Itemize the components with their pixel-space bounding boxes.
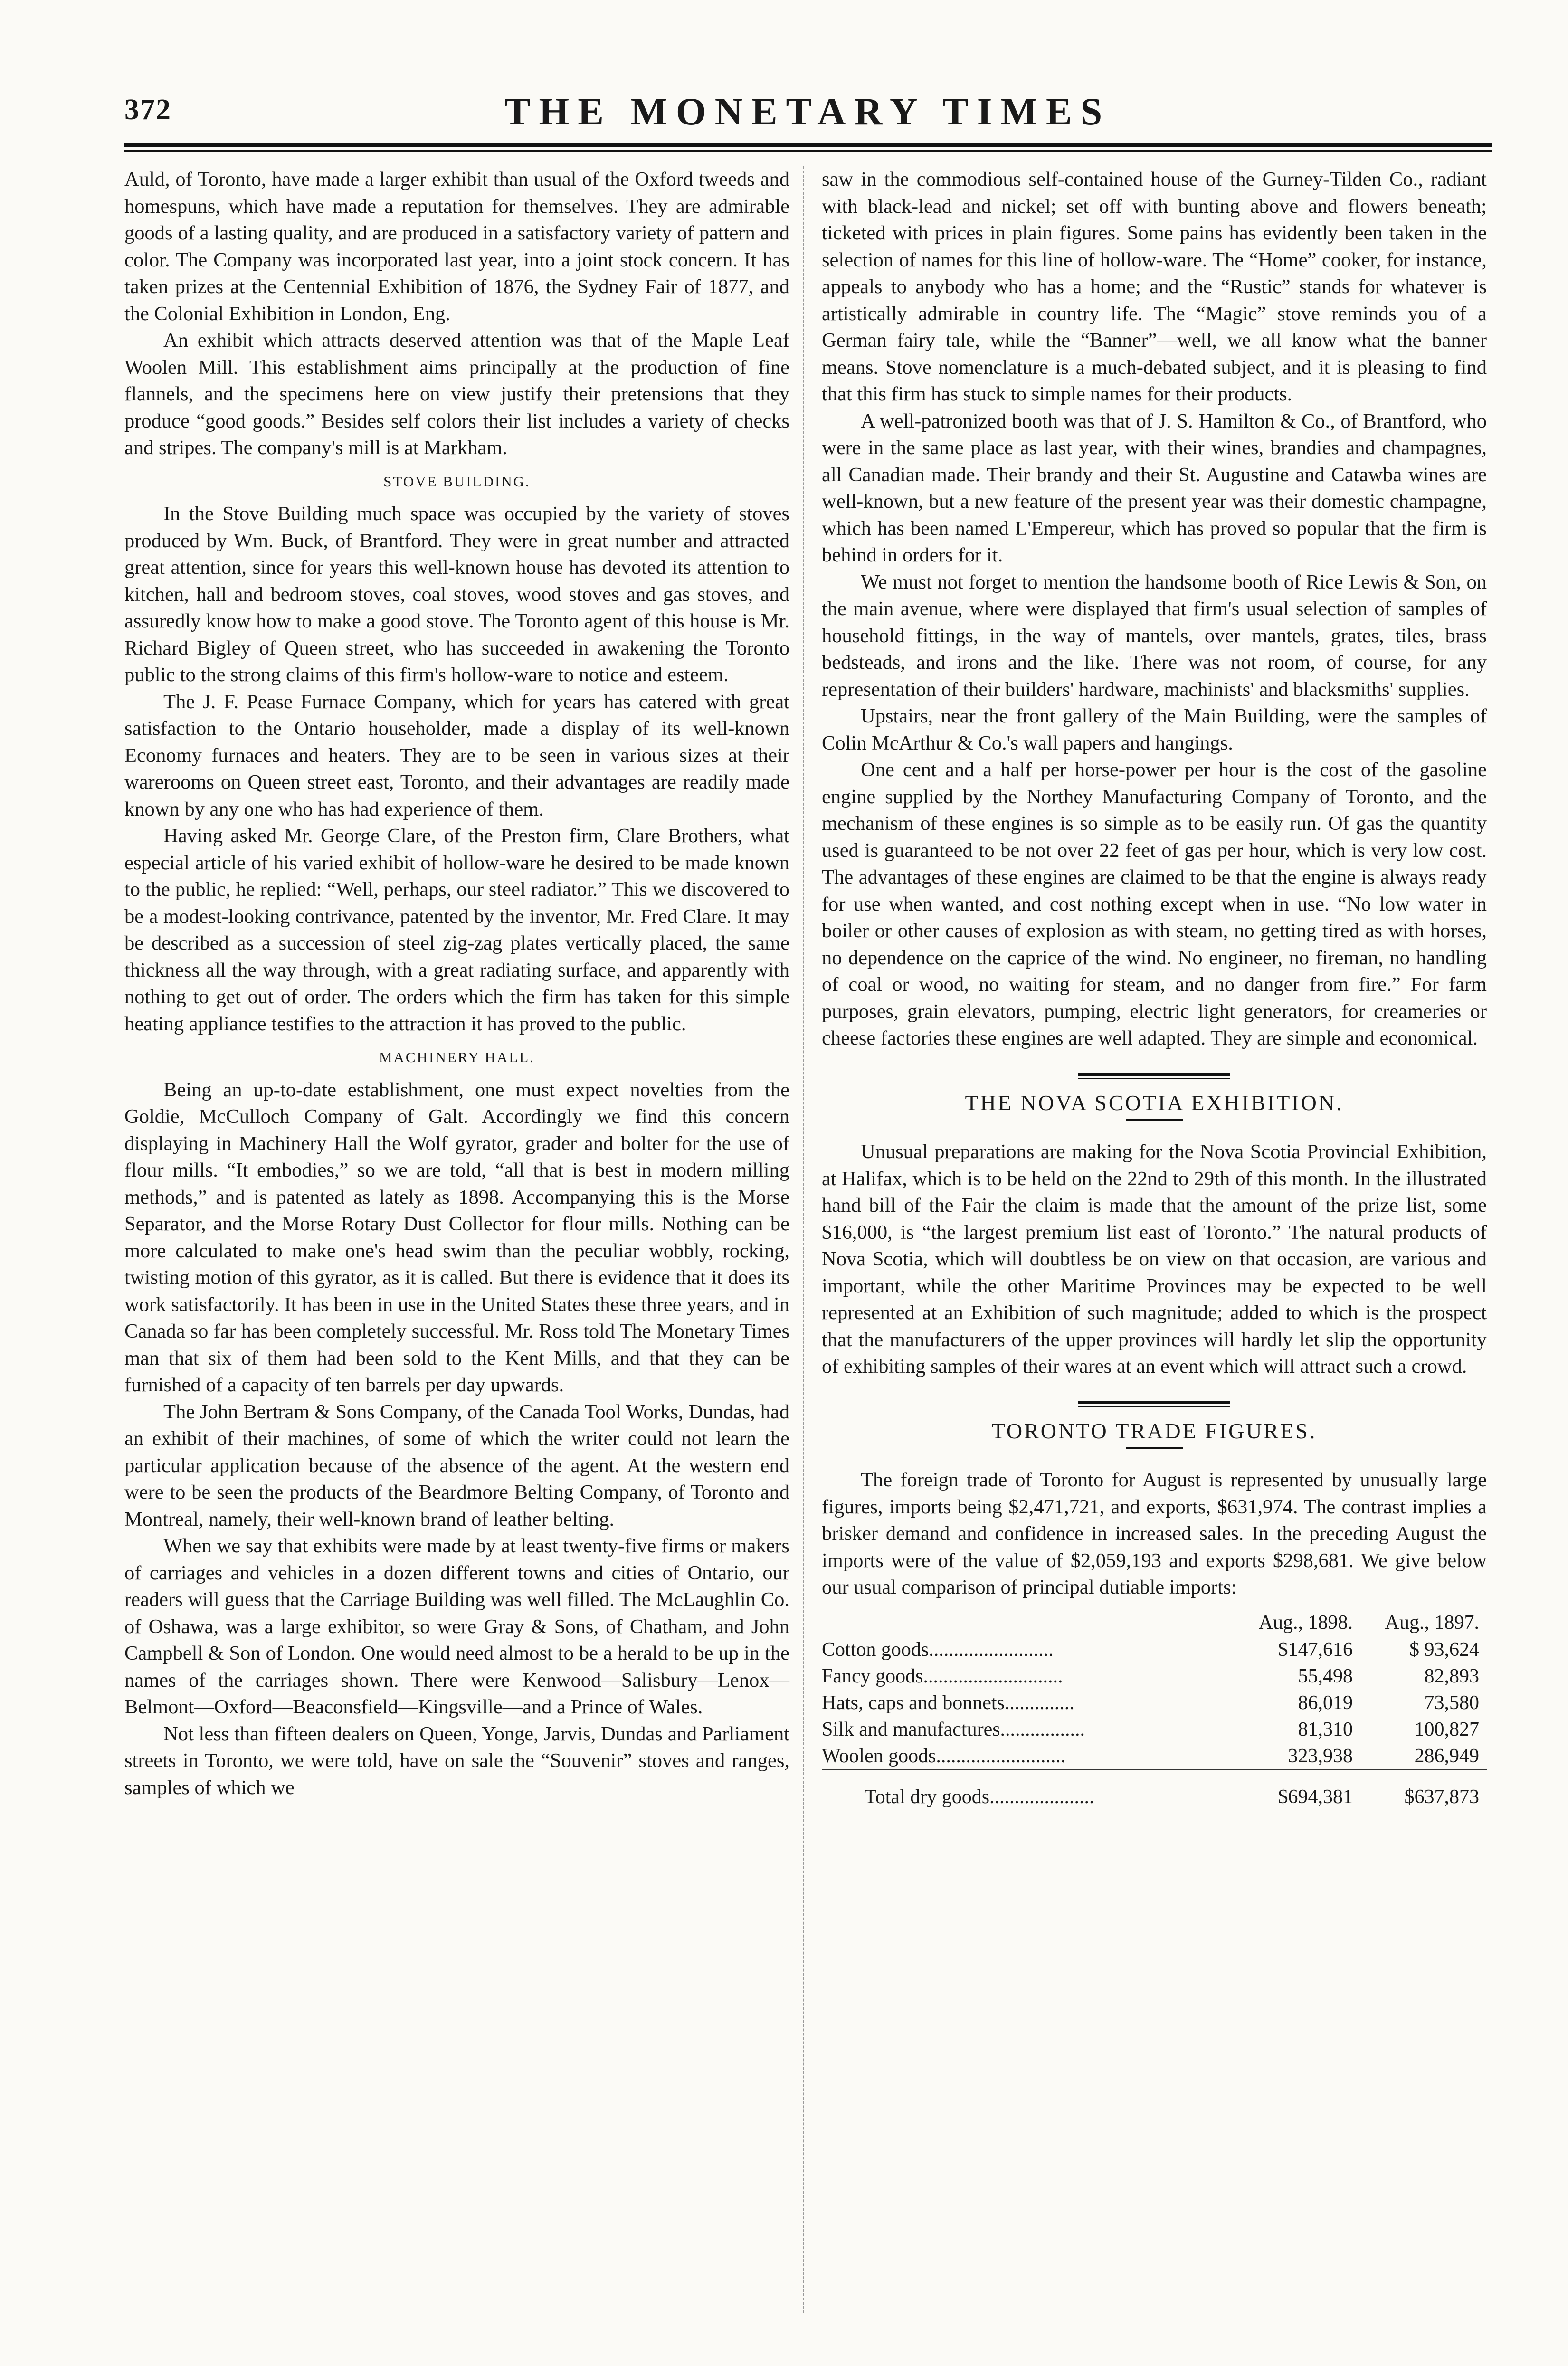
table-row <box>822 1716 1487 1743</box>
paragraph: Having asked Mr. George Clare, of the Preston firm, Clare Brothers, what especial article of his varied exhibit of hollow-ware he desired to be made known to the public, he replied: “Well, perhaps, our steel radiator.” This we discovered to be a modest-looking contrivance, patented by the inventor, Mr. Fred Clare. It may be described as a succession of steel zig-zag plates vertically placed, the same thickness all the way through, with a great radiating surface, and apparently with nothing to get out of order. The orders which the firm has taken for this simple heating appliance testifies to the attraction it has proved to the public. <box>124 825 789 1035</box>
total-1897: $637,873 <box>1404 1786 1479 1808</box>
value-1897: $ 93,624 <box>1409 1638 1479 1661</box>
paragraph: We must not forget to mention the handsome booth of Rice Lewis & Son, on the main avenue, where were displayed that firm's usual selection of samples of household fittings, in the way of mantels, over mantels, grates, tiles, brass bedsteads, and irons and the like. There was not room, of course, for any representation of their builders' hardware, machinists' and blacksmiths' supplies. <box>822 570 1487 701</box>
column-divider <box>803 166 804 2313</box>
value-1897: 286,949 <box>1414 1745 1479 1767</box>
value-1898: 86,019 <box>1298 1691 1353 1714</box>
table-row <box>822 1636 1487 1663</box>
header-rule <box>124 143 1492 152</box>
masthead: THE MONETARY TIMES <box>504 90 1111 133</box>
paragraph: Upstairs, near the front gallery of the Main Building, were the samples of Colin McArthur & Co.'s wall papers and hangings. <box>822 705 1487 754</box>
trade-figures-table <box>822 1609 1487 1810</box>
paragraph: Auld, of Toronto, have made a larger exhibit than usual of the Oxford tweeds and homespuns, which have made a reputation for themselves. They are admirable goods of a lasting quality, and are produced in a satisfactory variety of pattern and color. The Company was incorporated last year, into a joint stock concern. It has taken prizes at the Centennial Exhibition of 1876, the Sydney Fair of 1877, and the Colonial Exhibition in London, Eng. <box>124 168 789 325</box>
table-row <box>822 1690 1487 1716</box>
value-1898: $147,616 <box>1278 1638 1353 1661</box>
paragraph: Being an up-to-date establishment, one must expect novelties from the Goldie, McCulloch Company of Galt. Accordingly we find this concern displaying in Machinery Hall the Wolf gyrator, grader and bolter for the use of flour mills. “It embodies,” so we are told, “all that is best in modern milling methods,” and is patented as lately as 1898. Accompanying this is the Morse Separator, and the Morse Rotary Dust Collector for flour mills. Nothing can be more calculated to make one's head swim than the peculiar wobbly, rocking, twisting motion of this gyrator, as it is called. But there is evidence that it does its work satisfactorily. It has been in use in the United States these three years, and in Canada so far has been completely successful. Mr. Ross told The Monetary Times man that six of them had been sold to the Kent Mills, and that they can be furnished of a capacity of ten barrels per day upwards. <box>124 1078 789 1396</box>
value-1897: 82,893 <box>1424 1665 1479 1687</box>
value-1897: 73,580 <box>1424 1691 1479 1714</box>
paragraph: The foreign trade of Toronto for August is represented by unusually large figures, imports being $2,471,721, and exports, $631,974. The contrast implies a brisker demand and confidence in increased sales. In the preceding August the imports were of the value of $2,059,193 and exports $298,681. We give below our usual comparison of principal dutiable imports: <box>822 1469 1487 1598</box>
value-1898: 55,498 <box>1298 1665 1353 1687</box>
section-divider <box>1078 1401 1230 1407</box>
paragraph: One cent and a half per horse-power per hour is the cost of the gasoline engine supplied by the Northey Manufacturing Company of Toronto, and the mechanism of these engines is so simple as to be easily run. Of gas the quantity used is guaranteed to be not over 22 feet of gas per hour, which is very low cost. The advantages of these engines are claimed to be that the engine is always ready for use when wanted, and cost nothing except when in use. “No low water in boiler or other causes of explosion as with steam, no getting tired as with horses, no dependence on the caprice of the wind. No engineer, no fireman, no handling of coal or wood, no waiting for steam, and no danger from fire.” For farm purposes, grain elevators, pumping, electric light generators, for creameries or cheese factories these engines are well adapted. They are simple and economical. <box>822 759 1487 1049</box>
article-title-nova-scotia: THE NOVA SCOTIA EXHIBITION. <box>965 1090 1344 1115</box>
paragraph: saw in the commodious self-contained house of the Gurney-Tilden Co., radiant with black-lead and nickel; set off with bunting above and flowers beneath; ticketed with prices in plain figures. Some pains has evidently been taken in the selection of names for this line of hollow-ware. The “Home” cooker, for instance, appeals to anybody who has a home; and the “Rustic” stands for whatever is artistically admirable in country life. The “Magic” stove reminds you of a German fairy tale, while the “Banner”—well, we all know what the banner means. Stove nomenclature is a much-debated subject, and it is pleasing to find that this firm has stuck to simple names for their products. <box>822 168 1487 405</box>
section-heading-stove-building: STOVE BUILDING. <box>383 473 531 490</box>
value-1897: 100,827 <box>1414 1718 1479 1740</box>
section-heading-machinery-hall: MACHINERY HALL. <box>379 1049 535 1065</box>
row-label: Cotton goods......................... <box>822 1638 1054 1661</box>
paragraph: The J. F. Pease Furnace Company, which for years has catered with great satisfaction to the Ontario householder, made a display of its well-known Economy furnaces and heaters. They are to be seen in various sizes at their warerooms on Queen street east, Toronto, and their advantages are readily made known by any one who has had experience of them. <box>124 690 789 820</box>
paragraph: When we say that exhibits were made by at least twenty-five firms or makers of carriages and vehicles in a dozen different towns and cities of Ontario, our readers will guess that the Carriage Building was well filled. The McLaughlin Co. of Oshawa, was a large exhibitor, so were Gray & Sons, of Chatham, and John Campbell & Son of London. One would need almost to be a herald to be up in the names of the carriages shown. There were Kenwood—Salisbury—Lenox—Belmont—Oxford—Beaconsfield—Kingsville—and a Prince of Wales. <box>124 1535 789 1718</box>
left-column <box>124 166 789 1801</box>
table-row <box>822 1743 1487 1770</box>
right-column <box>822 166 1487 1810</box>
total-1898: $694,381 <box>1278 1786 1353 1808</box>
paragraph: In the Stove Building much space was occupied by the variety of stoves produced by Wm. Buck, of Brantford. They were in great number and attracted great attention, since for years this well-known house has devoted its attention to kitchen, hall and bedroom stoves, coal stoves, wood stoves and gas stoves, and assuredly know how to make a good stove. The Toronto agent of this house is Mr. Richard Bigley of Queen street, who has succeeded in awakening the Toronto public to the strong claims of this firm's hollow-ware to notice and esteem. <box>124 503 789 686</box>
paragraph: Not less than fifteen dealers on Queen, Yonge, Jarvis, Dundas and Parliament streets in Toronto, we were told, have on sale the “Souvenir” stoves and ranges, samples of which we <box>124 1722 789 1799</box>
value-1898: 81,310 <box>1298 1718 1353 1740</box>
title-underline <box>1126 1119 1183 1121</box>
row-label: Silk and manufactures................. <box>822 1718 1085 1740</box>
table-header-row <box>822 1609 1487 1636</box>
row-label: Fancy goods............................ <box>822 1665 1063 1687</box>
total-label: Total dry goods..................... <box>865 1786 1094 1808</box>
column-header: Aug., 1897. <box>1385 1611 1479 1634</box>
value-1898: 323,938 <box>1288 1745 1353 1767</box>
row-label: Hats, caps and bonnets.............. <box>822 1691 1074 1714</box>
table-row <box>822 1663 1487 1690</box>
article-title-toronto-trade: TORONTO TRADE FIGURES. <box>991 1418 1317 1443</box>
paragraph: Unusual preparations are making for the Nova Scotia Provincial Exhibition, at Halifax, which is to be held on the 22nd to 29th of this month. In the illustrated hand bill of the Fair the claim is made that the amount of the prize list, some $16,000, is “the largest premium list east of Toronto.” The natural products of Nova Scotia, which will doubtless be on view on that occasion, are various and important, while the other Maritime Provinces may be expected to be well represented at an Exhibition of such magnitude; added to which is the prospect that the manufacturers of the upper provinces will hardly let slip the opportunity of exhibiting samples of their wares at an event which will attract such a crowd. <box>822 1140 1487 1378</box>
title-underline <box>1126 1447 1183 1449</box>
total-row <box>822 1770 1487 1810</box>
column-header: Aug., 1898. <box>1258 1611 1353 1634</box>
paragraph: An exhibit which attracts deserved attention was that of the Maple Leaf Woolen Mill. This establishment aims principally at the production of fine flannels, and the specimens here on view justify their pretensions that they produce “good goods.” Besides self colors their list includes a variety of checks and stripes. The company's mill is at Markham. <box>124 329 789 459</box>
section-divider <box>1078 1073 1230 1079</box>
page-number: 372 <box>124 94 171 126</box>
paragraph: The John Bertram & Sons Company, of the Canada Tool Works, Dundas, had an exhibit of their machines, of some of which the writer could not learn the particular application because of the absence of the agent. At the western end were to be seen the products of the Beardmore Belting Company, of Toronto and Montreal, namely, their well-known brand of leather belting. <box>124 1400 789 1530</box>
paragraph: A well-patronized booth was that of J. S. Hamilton & Co., of Brantford, who were in the same place as last year, with their wines, brandies and champagnes, all Canadian made. Their brandy and their St. Augustine and Catawba wines are well-known, but a new feature of the present year was their domestic champagne, which has been named L'Empereur, which has proved so popular that the firm is behind in orders for it. <box>822 409 1487 566</box>
row-label: Woolen goods.......................... <box>822 1745 1066 1767</box>
